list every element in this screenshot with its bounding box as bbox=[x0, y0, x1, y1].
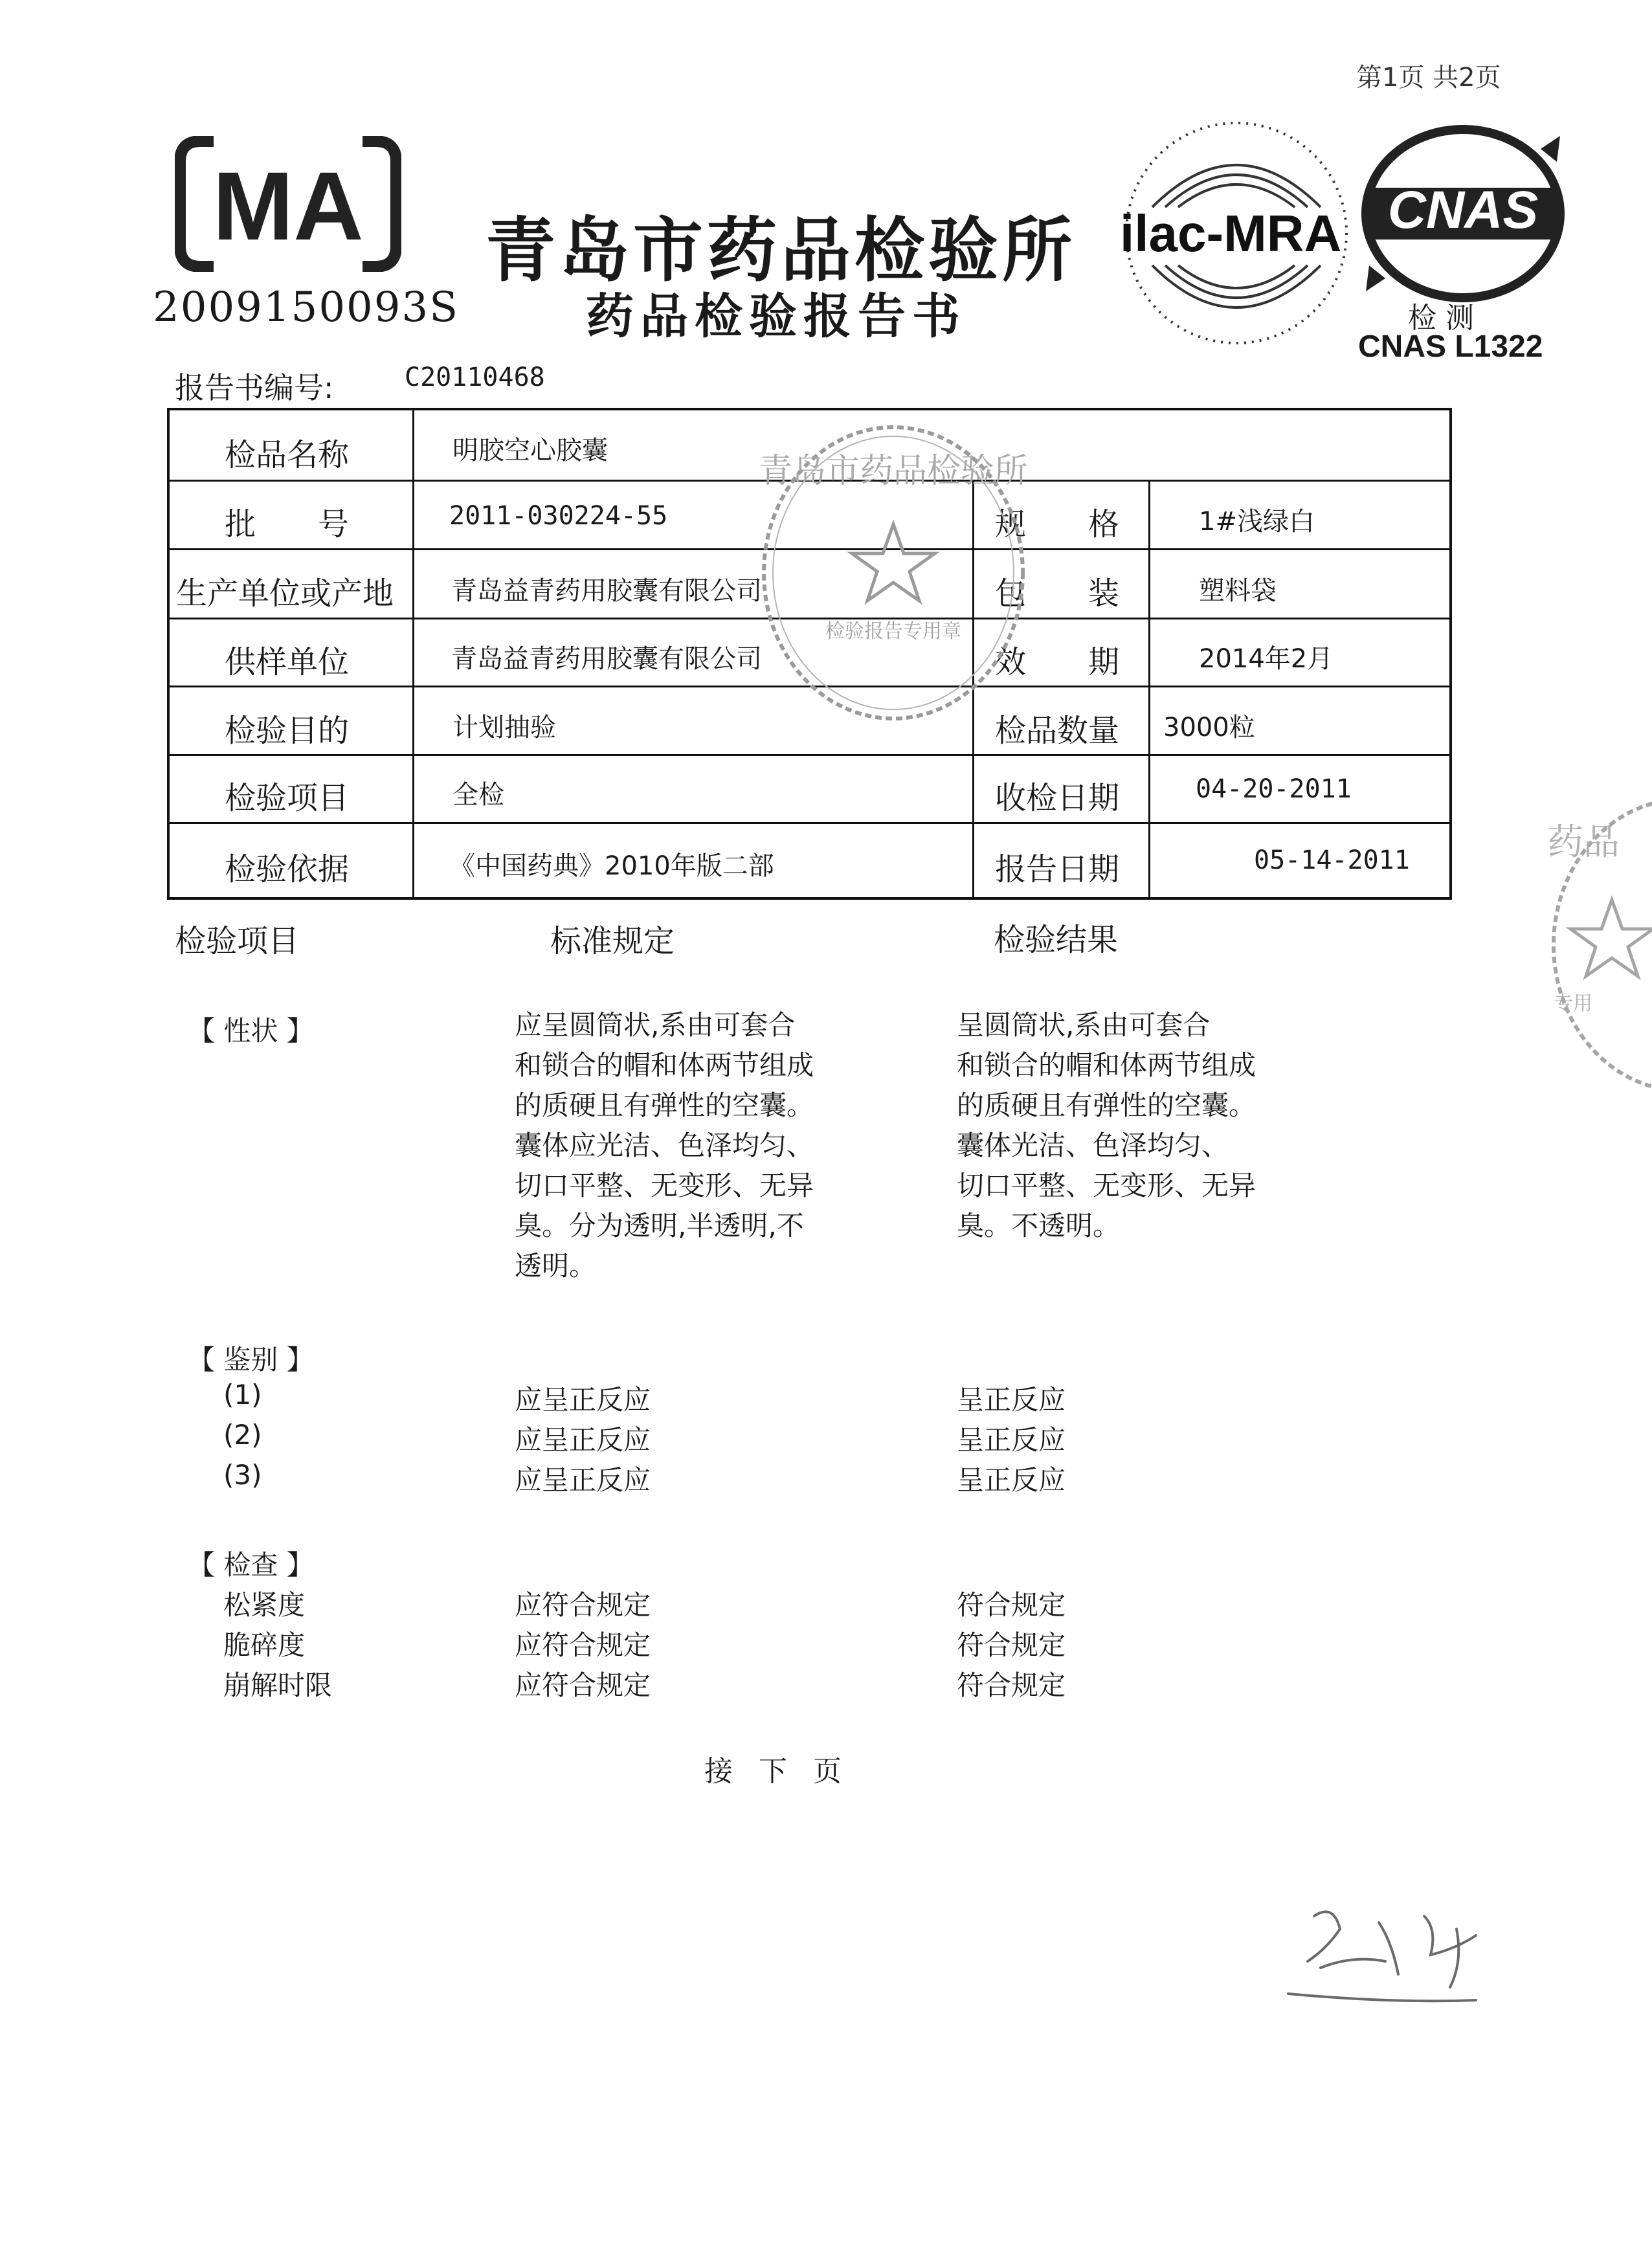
svg-text:MA: MA bbox=[212, 151, 364, 260]
spec-label: 规 格 bbox=[995, 506, 1120, 542]
received-label: 收检日期 bbox=[995, 780, 1120, 816]
report-date-label: 报告日期 bbox=[995, 851, 1120, 887]
page-number: 第1页 共2页 bbox=[1356, 63, 1501, 93]
identification-item: (2) bbox=[223, 1419, 262, 1451]
items-value: 全检 bbox=[452, 780, 504, 810]
batch-value: 2011-030224-55 bbox=[449, 501, 668, 531]
section-appearance-title: 【 性状 】 bbox=[188, 1015, 314, 1047]
spec-value: 1#浅绿白 bbox=[1199, 507, 1315, 537]
purpose-label: 检验目的 bbox=[225, 713, 350, 749]
basis-label: 检验依据 bbox=[225, 851, 350, 887]
inspection-item: 松紧度 bbox=[223, 1589, 306, 1621]
inspection-result: 符合规定 bbox=[957, 1669, 1066, 1701]
identification-item: (3) bbox=[223, 1459, 262, 1491]
basis-value: 《中国药典》2010年版二部 bbox=[449, 851, 774, 881]
inspection-item: 崩解时限 bbox=[223, 1669, 333, 1701]
package-value: 塑料袋 bbox=[1199, 576, 1277, 606]
inspection-standard: 应符合规定 bbox=[515, 1669, 651, 1701]
items-label: 检验项目 bbox=[225, 780, 350, 816]
inspection-item: 脆碎度 bbox=[223, 1629, 306, 1661]
institute-name: 青岛市药品检验所 bbox=[486, 210, 1077, 291]
column-item-heading: 检验项目 bbox=[175, 923, 300, 959]
report-date-value: 05-14-2011 bbox=[1254, 845, 1410, 875]
column-standard-heading: 标准规定 bbox=[550, 923, 675, 959]
supplier-label: 供样单位 bbox=[225, 644, 350, 680]
identification-item: (1) bbox=[223, 1379, 262, 1410]
svg-text:药品: 药品 bbox=[1547, 821, 1620, 864]
inspection-standard: 应符合规定 bbox=[515, 1589, 651, 1621]
report-number-value: C20110468 bbox=[405, 362, 545, 392]
cnas-logo bbox=[1346, 110, 1579, 317]
svg-text:青岛市药品检验所: 青岛市药品检验所 bbox=[758, 452, 1029, 491]
report-title: 药品检验报告书 bbox=[586, 289, 966, 344]
cma-logo bbox=[175, 136, 401, 272]
official-seal bbox=[757, 421, 1036, 725]
cnas-text: CNAS bbox=[1387, 181, 1539, 240]
quantity-label: 检品数量 bbox=[995, 713, 1120, 749]
appearance-standard: 应呈圆筒状,系由可套合 和锁合的帽和体两节组成 的质硬且有弹性的空囊。 囊体应光洁、色泽均匀、 切口平整、无变形、无异 臭。分为透明,半透明,不 透明。 bbox=[515, 1009, 814, 1282]
svg-text:专用: 专用 bbox=[1554, 992, 1592, 1015]
identification-result: 呈正反应 bbox=[957, 1424, 1066, 1456]
expiry-label: 效 期 bbox=[995, 644, 1120, 680]
column-result-heading: 检验结果 bbox=[994, 922, 1119, 958]
section-inspection-title: 【 检查 】 bbox=[188, 1549, 314, 1581]
identification-standard: 应呈正反应 bbox=[515, 1464, 651, 1496]
purpose-value: 计划抽验 bbox=[452, 713, 556, 742]
name-label: 检品名称 bbox=[225, 437, 350, 473]
continued-next-page: 接下页 bbox=[704, 1755, 867, 1788]
cnas-code: CNAS L1322 bbox=[1358, 329, 1543, 364]
supplier-value: 青岛益青药用胶囊有限公司 bbox=[451, 644, 762, 674]
cnas-subtitle: 检测 bbox=[1408, 302, 1483, 335]
batch-label: 批 号 bbox=[225, 506, 350, 542]
identification-result: 呈正反应 bbox=[957, 1384, 1066, 1416]
ilac-mra-logo bbox=[1113, 110, 1359, 356]
ilac-text: ilac-MRA bbox=[1120, 205, 1342, 262]
svg-text:检验报告专用章: 检验报告专用章 bbox=[825, 620, 961, 643]
producer-label: 生产单位或产地 bbox=[176, 575, 394, 612]
edge-seal-fragment bbox=[1541, 790, 1652, 1100]
received-value: 04-20-2011 bbox=[1196, 774, 1352, 804]
identification-standard: 应呈正反应 bbox=[515, 1384, 651, 1416]
package-label: 包 装 bbox=[995, 575, 1120, 612]
quantity-value: 3000粒 bbox=[1163, 713, 1255, 742]
identification-result: 呈正反应 bbox=[957, 1464, 1066, 1496]
report-number-label: 报告书编号: bbox=[175, 370, 334, 405]
handwritten-signature bbox=[1262, 1890, 1534, 2013]
expiry-value: 2014年2月 bbox=[1199, 644, 1334, 674]
producer-value: 青岛益青药用胶囊有限公司 bbox=[451, 576, 762, 606]
cma-code: 2009150093S bbox=[153, 284, 460, 331]
name-value: 明胶空心胶囊 bbox=[452, 436, 608, 465]
inspection-result: 符合规定 bbox=[957, 1629, 1066, 1661]
inspection-standard: 应符合规定 bbox=[515, 1629, 651, 1661]
appearance-result: 呈圆筒状,系由可套合 和锁合的帽和体两节组成 的质硬且有弹性的空囊。 囊体光洁、色泽均匀、 切口平整、无变形、无异 臭。不透明。 bbox=[957, 1009, 1256, 1242]
identification-standard: 应呈正反应 bbox=[515, 1424, 651, 1456]
inspection-result: 符合规定 bbox=[957, 1589, 1066, 1621]
section-identification-title: 【 鉴别 】 bbox=[188, 1344, 314, 1376]
